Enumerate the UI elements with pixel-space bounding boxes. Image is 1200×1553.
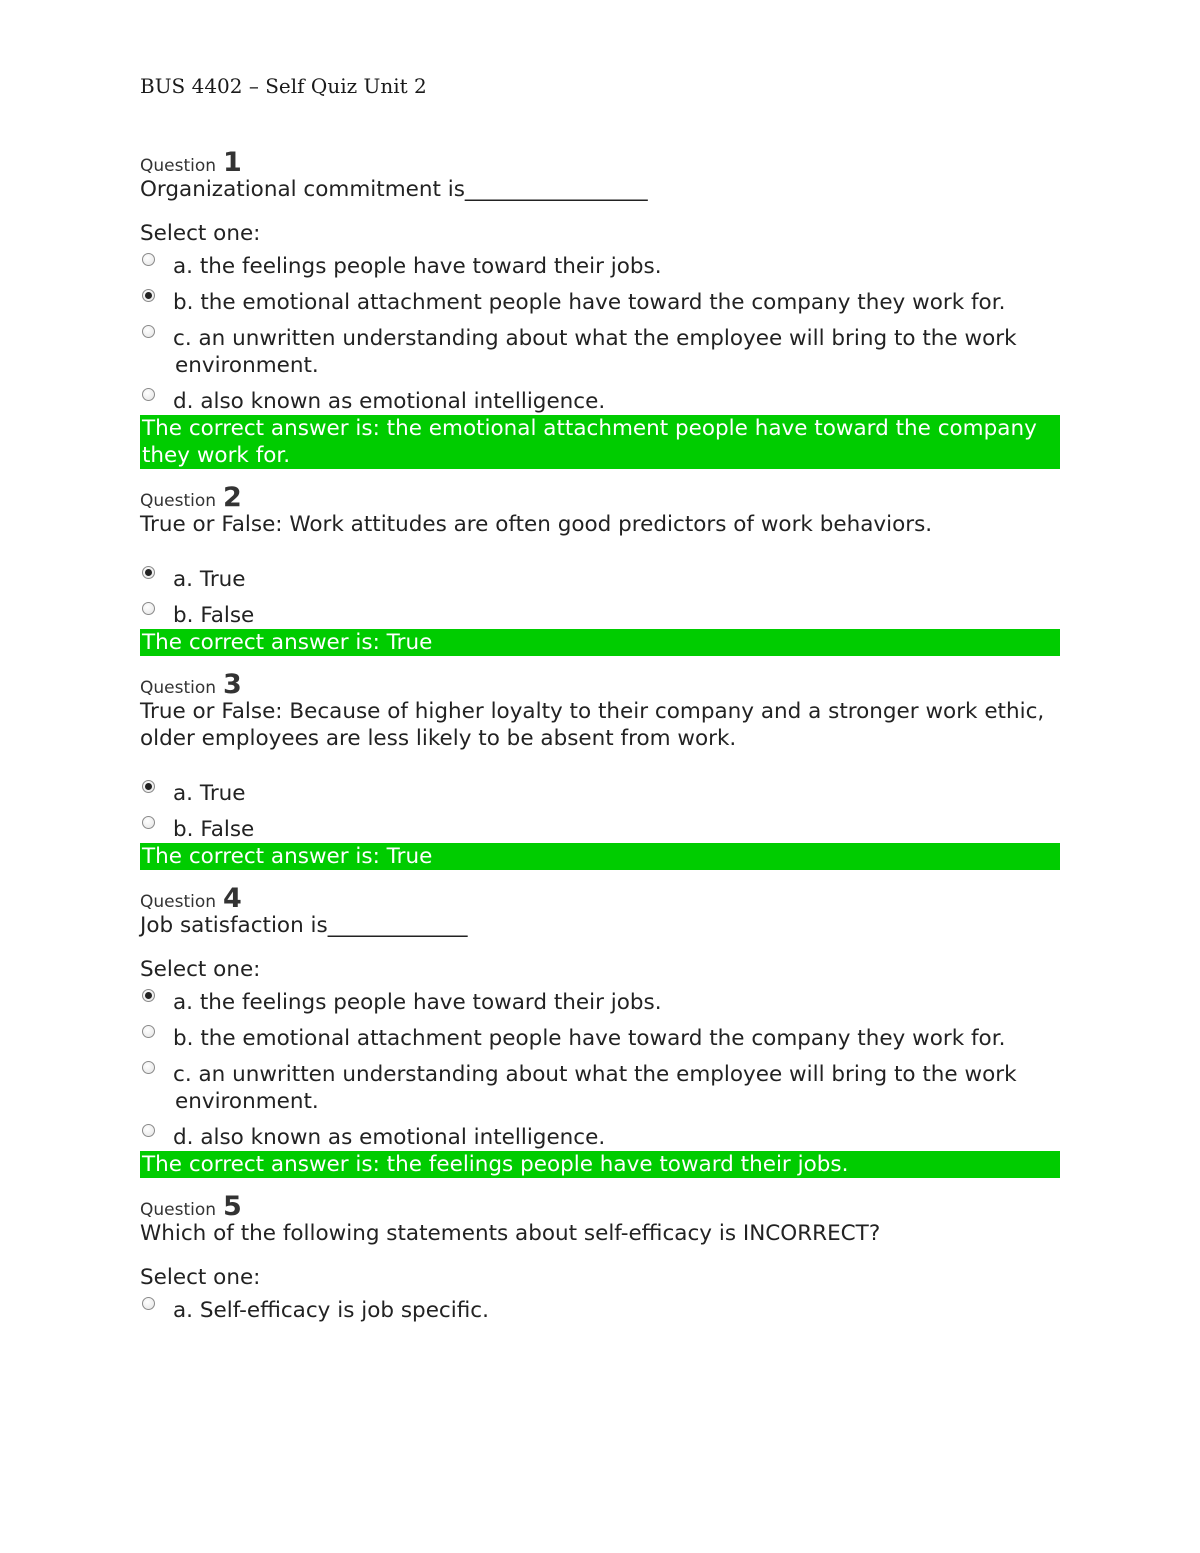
question-text: Which of the following statements about self-efficacy is INCORRECT? xyxy=(140,1221,881,1246)
answer-option-a[interactable] xyxy=(140,566,1060,593)
answer-option-b[interactable] xyxy=(140,289,1060,316)
answer-options xyxy=(140,780,1060,843)
answer-option-b[interactable] xyxy=(140,602,1060,629)
question-block-2 xyxy=(140,482,1060,656)
question-label: Question xyxy=(140,491,217,511)
radio-button-icon[interactable] xyxy=(142,1025,155,1038)
answer-option-c[interactable] xyxy=(140,325,1060,379)
answer-option-a[interactable] xyxy=(140,989,1060,1016)
correct-answer-feedback: The correct answer is: True xyxy=(140,629,1060,656)
answer-option-b[interactable] xyxy=(140,816,1060,843)
answer-option-a[interactable] xyxy=(140,780,1060,807)
select-one-label: Select one: xyxy=(140,957,261,982)
answer-option-d[interactable] xyxy=(140,1124,1060,1151)
question-text: True or False: Because of higher loyalty to their company and a stronger work ethic, older employees are less likely to be absent from work. xyxy=(140,699,1045,751)
radio-button-icon[interactable] xyxy=(142,289,155,302)
answer-options xyxy=(140,1297,1060,1324)
question-text: True or False: Work attitudes are often good predictors of work behaviors. xyxy=(140,512,933,537)
answer-option-a[interactable] xyxy=(140,253,1060,280)
question-block-5 xyxy=(140,1191,1060,1324)
option-label: b. the emotional attachment people have toward the company they work for. xyxy=(173,290,1006,315)
question-header xyxy=(140,1191,1060,1222)
answer-options xyxy=(140,253,1060,415)
option-label: a. True xyxy=(173,781,246,806)
option-label: a. Self-efficacy is job specific. xyxy=(173,1298,489,1323)
answer-options xyxy=(140,989,1060,1151)
option-label: a. the feelings people have toward their jobs. xyxy=(173,990,662,1015)
radio-button-icon[interactable] xyxy=(142,253,155,266)
question-header xyxy=(140,482,1060,513)
radio-button-icon[interactable] xyxy=(142,816,155,829)
option-label: a. the feelings people have toward their jobs. xyxy=(173,254,662,279)
question-block-1 xyxy=(140,147,1060,469)
radio-button-icon[interactable] xyxy=(142,1124,155,1137)
radio-button-icon[interactable] xyxy=(142,780,155,793)
correct-answer-feedback: The correct answer is: the emotional attachment people have toward the company they work for. xyxy=(140,415,1060,469)
question-number: 2 xyxy=(223,482,242,513)
question-header xyxy=(140,669,1060,700)
option-label: a. True xyxy=(173,567,246,592)
radio-button-icon[interactable] xyxy=(142,1061,155,1074)
question-header xyxy=(140,147,1060,178)
radio-button-icon[interactable] xyxy=(142,566,155,579)
question-label: Question xyxy=(140,1200,217,1220)
document-page xyxy=(140,72,1060,1340)
question-text: Organizational commitment is_________________ xyxy=(140,177,648,202)
correct-answer-feedback: The correct answer is: the feelings people have toward their jobs. xyxy=(140,1151,1060,1178)
radio-button-icon[interactable] xyxy=(142,989,155,1002)
radio-button-icon[interactable] xyxy=(142,325,155,338)
select-one-label: Select one: xyxy=(140,1265,261,1290)
option-label: b. False xyxy=(173,603,255,628)
option-label: d. also known as emotional intelligence. xyxy=(173,389,606,414)
answer-option-c[interactable] xyxy=(140,1061,1060,1115)
answer-option-d[interactable] xyxy=(140,388,1060,415)
option-label: c. an unwritten understanding about what the employee will bring to the work environment. xyxy=(173,326,1017,378)
question-label: Question xyxy=(140,678,217,698)
question-label: Question xyxy=(140,156,217,176)
correct-answer-feedback: The correct answer is: True xyxy=(140,843,1060,870)
question-header xyxy=(140,883,1060,914)
document-title: BUS 4402 – Self Quiz Unit 2 xyxy=(140,74,427,98)
answer-option-b[interactable] xyxy=(140,1025,1060,1052)
option-label: d. also known as emotional intelligence. xyxy=(173,1125,606,1150)
option-label: b. the emotional attachment people have toward the company they work for. xyxy=(173,1026,1006,1051)
question-number: 4 xyxy=(223,883,242,914)
option-label: c. an unwritten understanding about what the employee will bring to the work environment. xyxy=(173,1062,1017,1114)
question-label: Question xyxy=(140,892,217,912)
question-number: 3 xyxy=(223,669,242,700)
question-number: 5 xyxy=(223,1191,242,1222)
radio-button-icon[interactable] xyxy=(142,388,155,401)
answer-option-a[interactable] xyxy=(140,1297,1060,1324)
radio-button-icon[interactable] xyxy=(142,602,155,615)
answer-options xyxy=(140,566,1060,629)
option-label: b. False xyxy=(173,817,255,842)
question-number: 1 xyxy=(223,147,242,178)
select-one-label: Select one: xyxy=(140,221,261,246)
question-block-4 xyxy=(140,883,1060,1178)
question-block-3 xyxy=(140,669,1060,870)
question-text: Job satisfaction is_____________ xyxy=(140,913,468,938)
radio-button-icon[interactable] xyxy=(142,1297,155,1310)
